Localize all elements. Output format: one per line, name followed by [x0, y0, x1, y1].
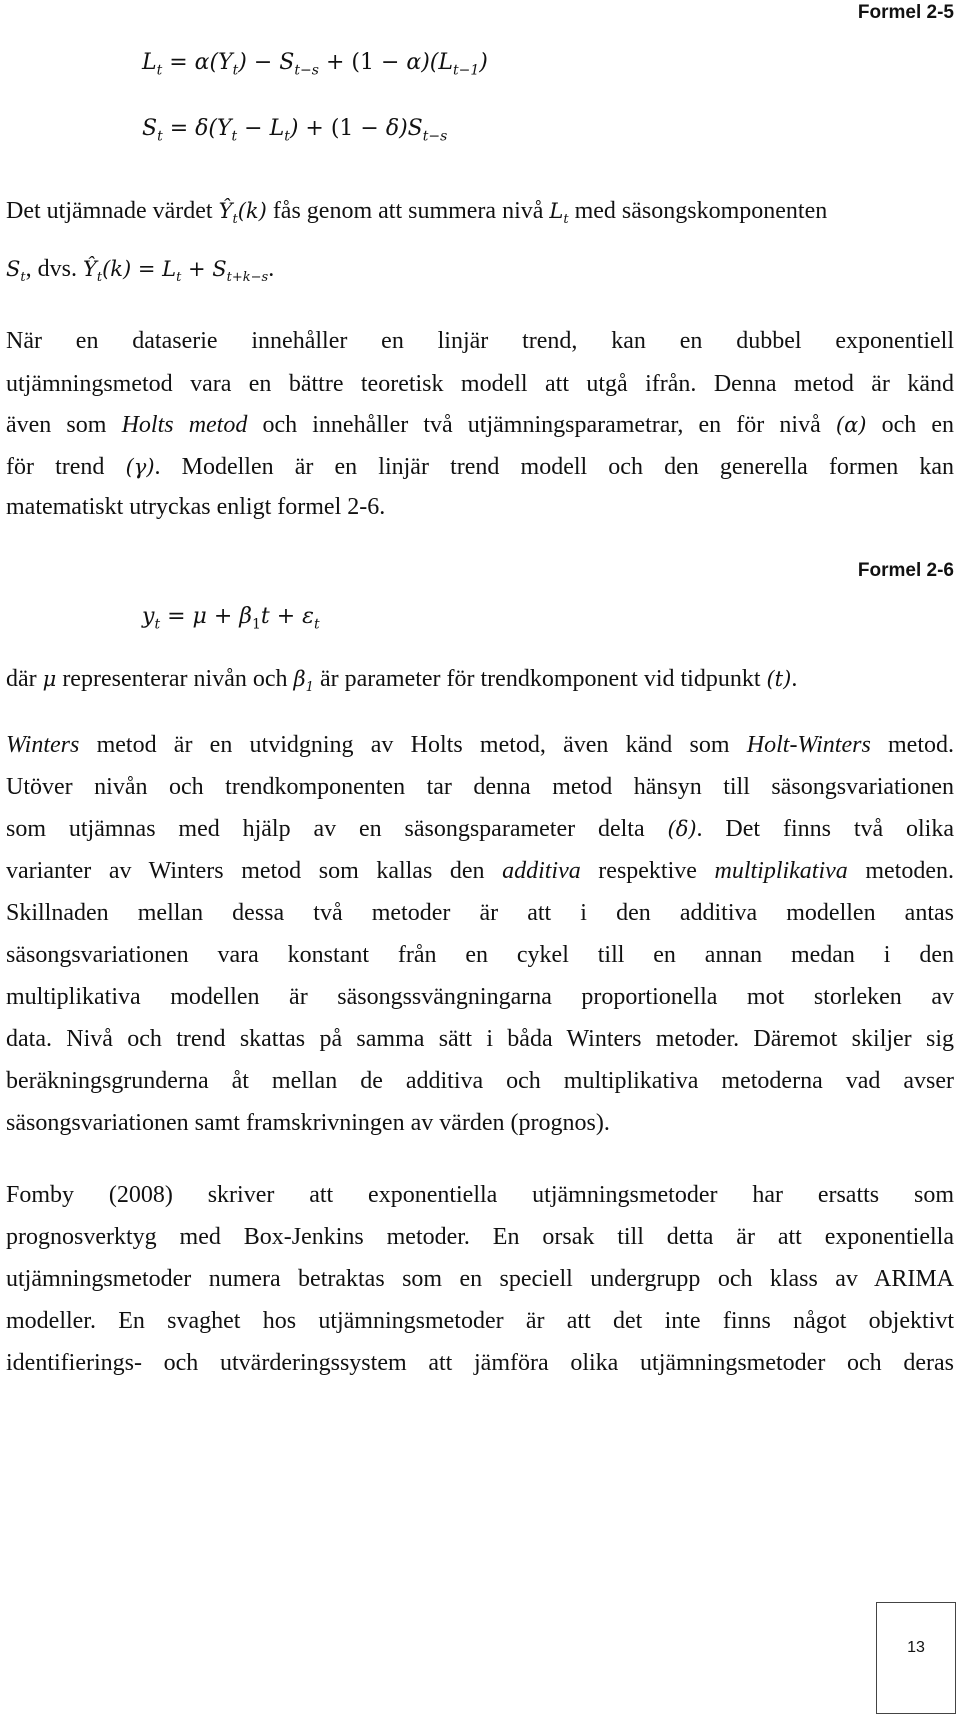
paragraph-line: multiplikativa modellen är säsongssvängningarna proportionella mot storleken av [6, 984, 954, 1010]
equation-season: $S_t = \delta(Y_t - L_t) + (1 - \delta)S_{t-s}$ [142, 116, 448, 145]
paragraph-line: Utöver nivån och trendkomponenten tar denna metod hänsyn till säsongsvariationen [6, 774, 954, 800]
paragraph-line: identifierings- och utvärderingssystem att jämföra olika utjämningsmetoder och deras [6, 1350, 954, 1376]
paragraph-line: där μ representerar nivån och $\beta_1$ är parameter för trendkomponent vid tidpunkt (t). [6, 666, 798, 696]
paragraph-line: matematiskt utryckas enligt formel 2-6. [6, 494, 386, 520]
paragraph-line: modeller. En svaghet hos utjämningsmetoder är att det inte finns något objektivt [6, 1308, 954, 1334]
paragraph-line: som utjämnas med hjälp av en säsongsparameter delta (δ). Det finns två olika [6, 816, 955, 842]
paragraph-line: varianter av Winters metod som kallas den additiva respektive multiplikativa metoden. [6, 858, 954, 884]
equation-trend: $y_t = \mu + \beta_1t + \varepsilon_t$ [142, 604, 320, 633]
paragraph-line: utjämningsmetoder numera betraktas som en speciell undergrupp och klass av ARIMA [6, 1266, 954, 1292]
paragraph-line: $S_t$, dvs. $Ŷ_t(k) = L_t + S_{t+k-s}$. [6, 256, 275, 286]
formula-label-2-6: Formel 2-6 [857, 560, 954, 581]
paragraph-line: prognosverktyg med Box-Jenkins metoder. En orsak till detta är att exponentiella [6, 1224, 954, 1250]
paragraph-line: Skillnaden mellan dessa två metoder är att i den additiva modellen antas [6, 900, 954, 926]
paragraph-line: även som Holts metod och innehåller två utjämningsparametrar, en för nivå (α) och en [6, 412, 955, 438]
paragraph-line: säsongsvariationen samt framskrivningen av värden (prognos). [6, 1110, 610, 1136]
paragraph-line: utjämningsmetod vara en bättre teoretisk modell att utgå ifrån. Denna metod är känd [6, 371, 954, 397]
paragraph-line: data. Nivå och trend skattas på samma sätt i båda Winters metoder. Däremot skiljer sig [6, 1026, 954, 1052]
paragraph-line: beräkningsgrunderna åt mellan de additiva och multiplikativa metoderna vad avser [6, 1068, 954, 1094]
page-number: 13 [876, 1602, 956, 1714]
paragraph-line: När en dataserie innehåller en linjär trend, kan en dubbel exponentiell [6, 328, 954, 354]
formula-label-2-5: Formel 2-5 [857, 2, 954, 23]
paragraph-line: Winters metod är en utvidgning av Holts metod, även känd som Holt-Winters metod. [6, 732, 955, 758]
paragraph-line: för trend (γ). Modellen är en linjär trend modell och den generella formen kan [6, 454, 955, 480]
paragraph-line: Det utjämnade värdet $Ŷ_t(k)$ fås genom att summera nivå $L_t$ med säsongskomponenten [6, 198, 828, 228]
paragraph-line: säsongsvariationen vara konstant från en cykel till en annan medan i den [6, 942, 954, 968]
paragraph-line: Fomby (2008) skriver att exponentiella utjämningsmetoder har ersatts som [6, 1182, 954, 1208]
equation-level: $L_t = \alpha(Y_t) - S_{t-s} + (1 - \alpha)(L_{t-1})$ [142, 50, 488, 79]
